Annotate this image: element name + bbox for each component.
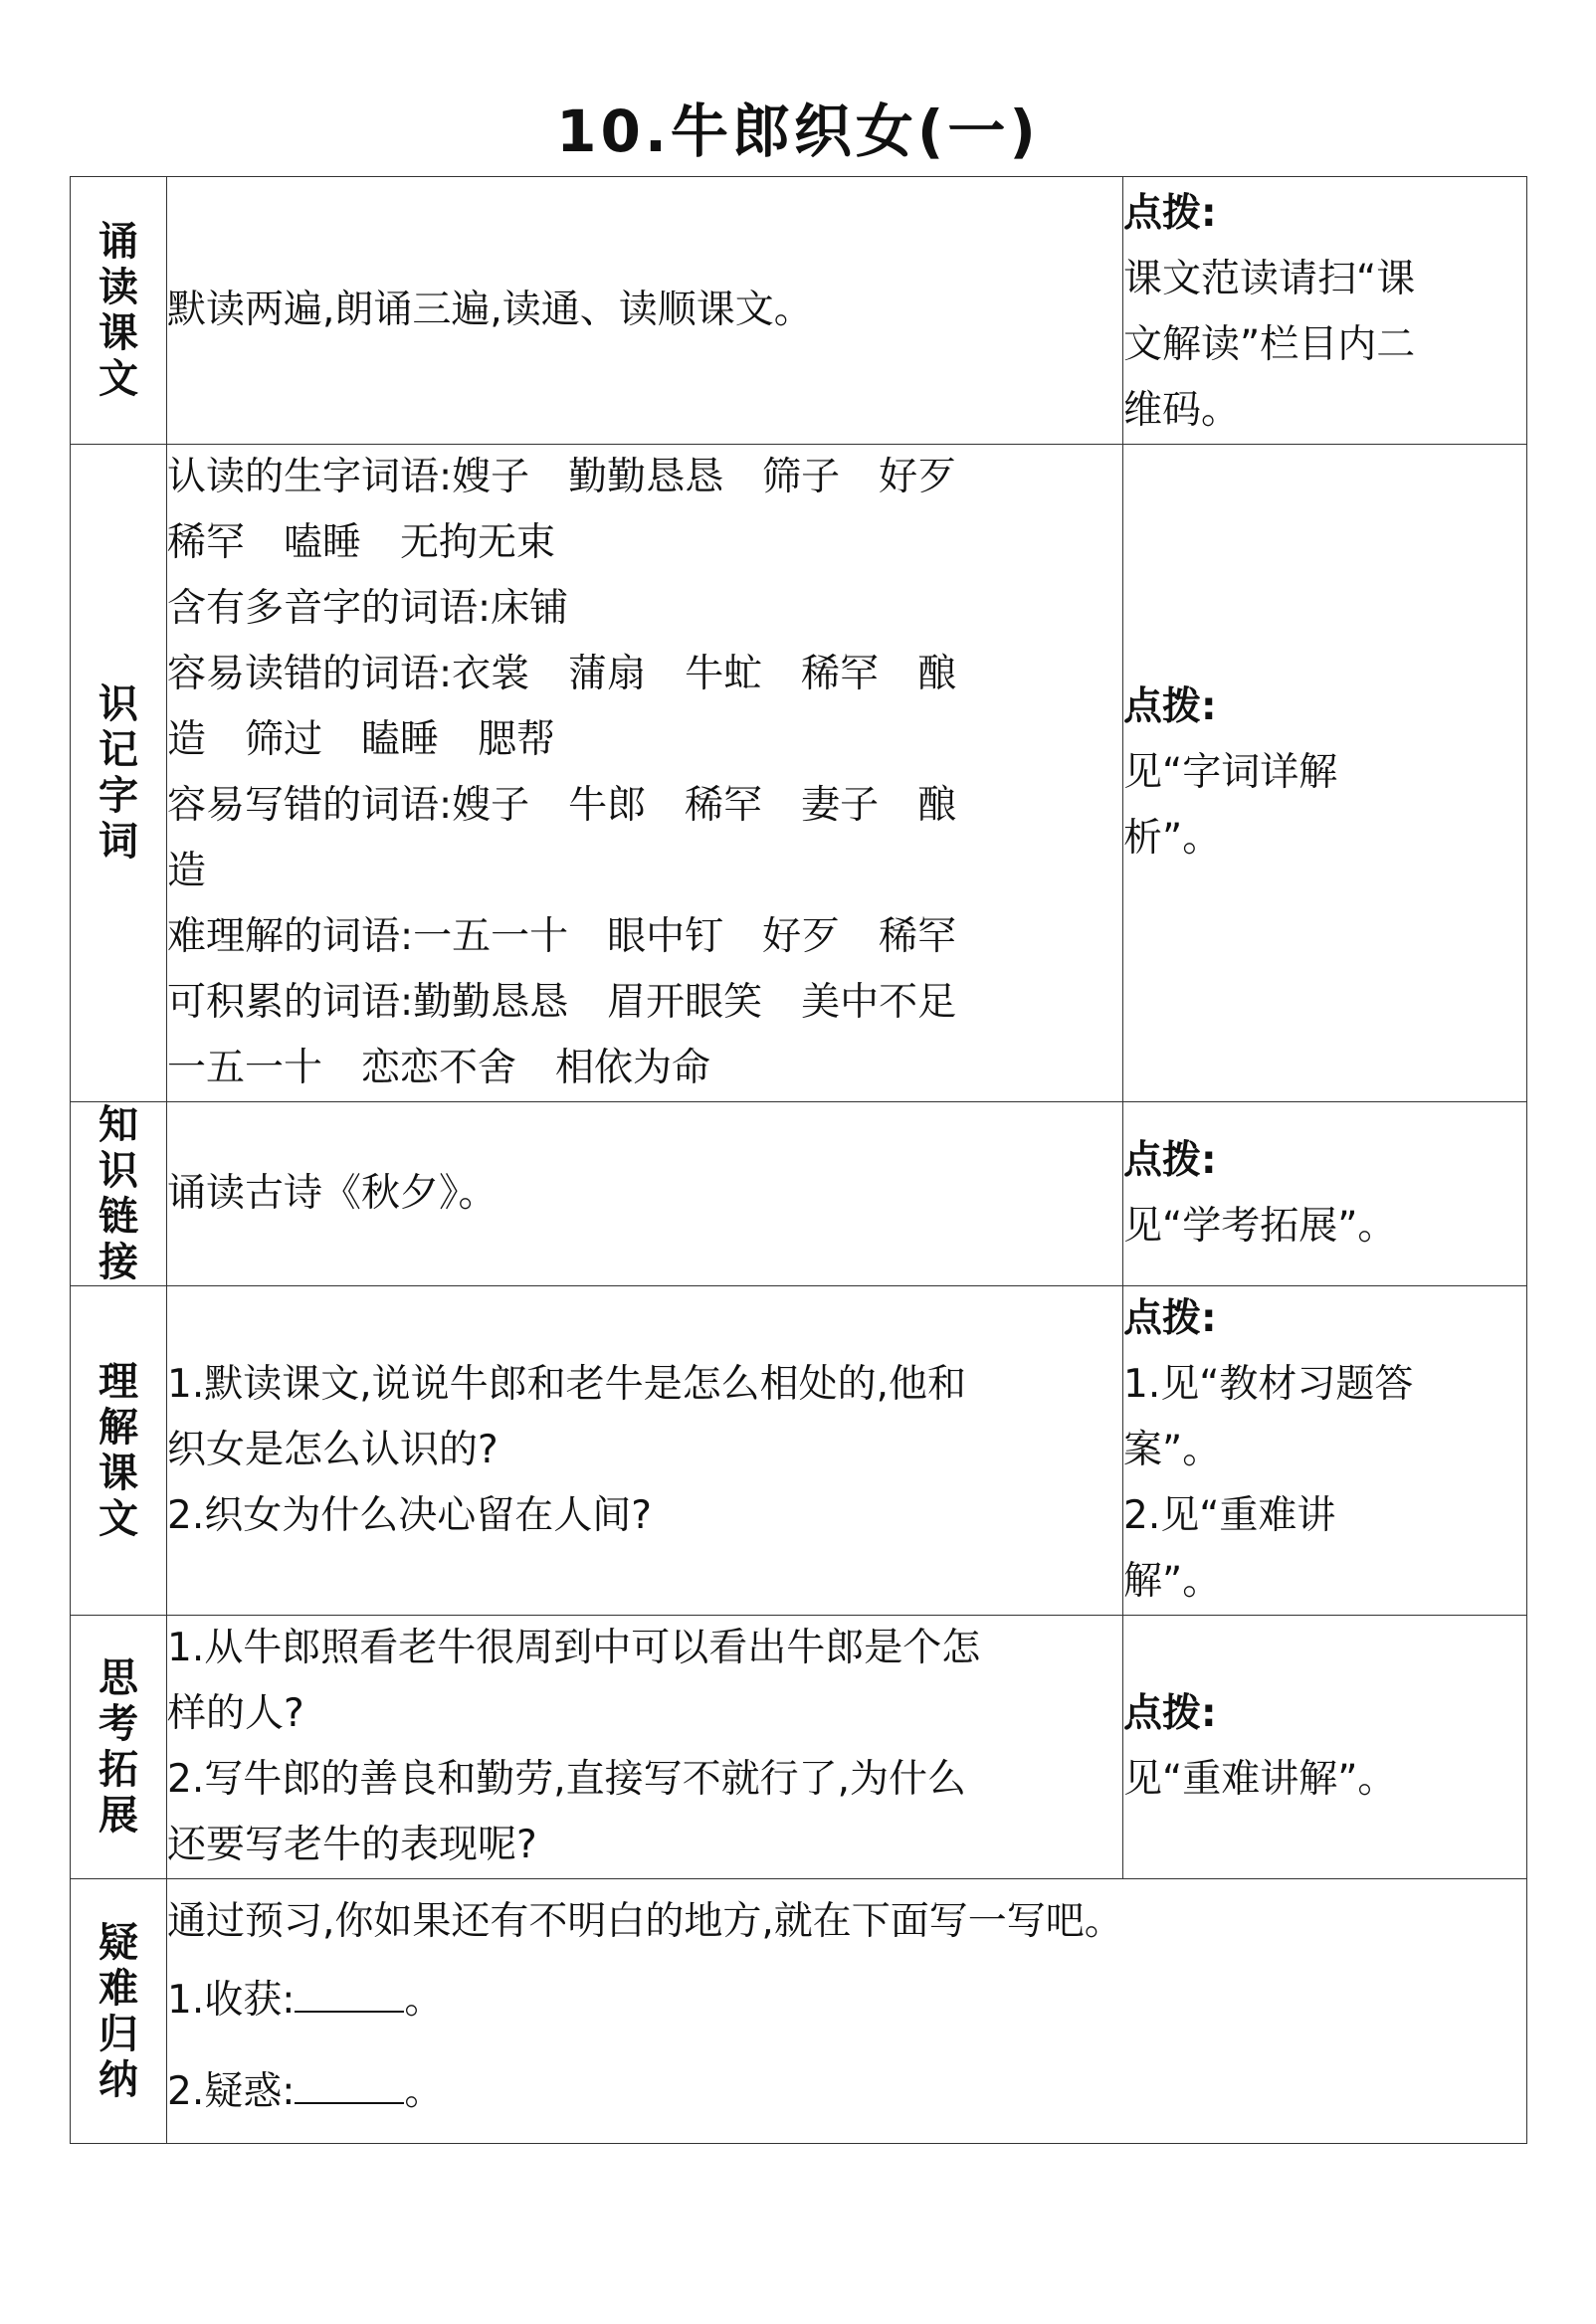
row-tip: 点拨: 1.见“教材习题答 案”。 2.见“重难讲 解”。 — [1123, 1286, 1527, 1616]
row-tip: 点拨: 见“字词详解 析”。 — [1123, 445, 1527, 1102]
row-label: 诵读课文 — [71, 177, 167, 445]
row-tip: 点拨: 见“学考拓展”。 — [1123, 1102, 1527, 1286]
doubt-blank[interactable] — [295, 2062, 404, 2104]
gain-blank[interactable] — [295, 1971, 404, 2013]
row-label: 理解课文 — [71, 1286, 167, 1616]
table-row — [71, 1616, 1527, 1879]
table-row — [71, 1879, 1527, 2144]
preview-table — [70, 176, 1527, 2144]
row-label: 知识链接 — [71, 1102, 167, 1286]
row-label: 识记字词 — [71, 445, 167, 1102]
row-tip: 点拨: 见“重难讲解”。 — [1123, 1616, 1527, 1879]
row-label: 思考拓展 — [71, 1616, 167, 1879]
row-content: 1.默读课文,说说牛郎和老牛是怎么相处的,他和 织女是怎么认识的? 2.织女为什么决心留在人间? — [167, 1286, 1123, 1616]
row-content: 1.从牛郎照看老牛很周到中可以看出牛郎是个怎 样的人? 2.写牛郎的善良和勤劳,直接写不就行了,为什么 还要写老牛的表现呢? — [167, 1616, 1123, 1879]
table-row — [71, 1102, 1527, 1286]
page-title: 10.牛郎织女(一) — [556, 97, 1040, 165]
doubt-field: 2.疑惑: 。 — [167, 2046, 1526, 2138]
row-label: 疑难归纳 — [71, 1879, 167, 2144]
table-row — [71, 177, 1527, 445]
row-content: 默读两遍,朗诵三遍,读通、读顺课文。 — [167, 177, 1123, 445]
row-content: 通过预习,你如果还有不明白的地方,就在下面写一写吧。 1.收获: 。 2.疑惑: 。 — [167, 1879, 1527, 2144]
row-content: 认读的生字词语:嫂子 勤勤恳恳 筛子 好歹 稀罕 嗑睡 无拘无束 含有多音字的词语:床铺 容易读错的词语:衣裳 蒲扇 牛虻 稀罕 酿 造 筛过 瞌睡 腮帮 容易写错的词语:嫂子 牛郎 稀罕 妻子 酿 造 难理解的词语:一五一十 眼中钉 好歹 稀罕 可积累的词语:勤勤恳恳 眉开眼笑 美中不足 一五一十 恋恋不舍 相依为命 — [167, 445, 1123, 1102]
row-content: 诵读古诗《秋夕》。 — [167, 1102, 1123, 1286]
table-row — [71, 445, 1527, 1102]
table-row — [71, 1286, 1527, 1616]
row-tip: 点拨: 课文范读请扫“课 文解读”栏目内二 维码。 — [1123, 177, 1527, 445]
gain-field: 1.收获: 。 — [167, 1955, 1526, 2046]
